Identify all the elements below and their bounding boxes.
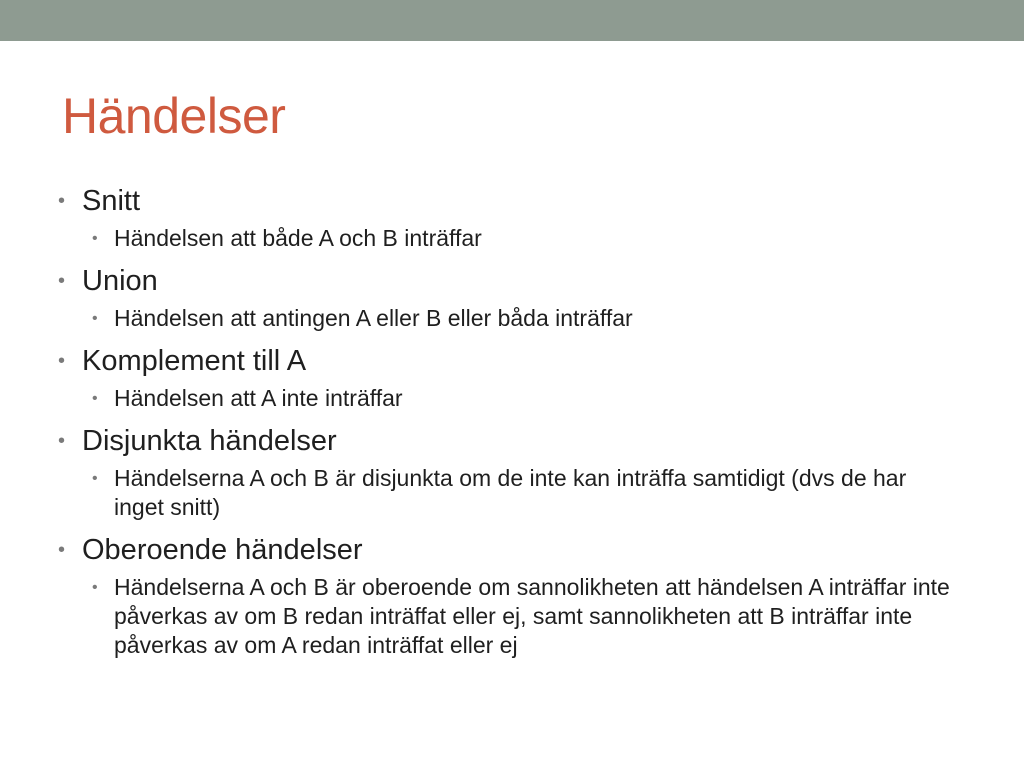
bullet-heading-text: Komplement till A [82,345,307,377]
list-item [58,344,958,413]
bullet-dot-icon: • [92,310,98,327]
bullet-detail-text: Händelserna A och B är oberoende om sannolikheten att händelsen A inträffar inte påverkas av om B redan inträffat eller ej, samt sannolikheten att B inträffar inte påverkas av om A redan inträffat eller ej [114,574,950,658]
bullet-detail [58,224,958,253]
bullet-detail-text: Händelsen att A inte inträffar [114,385,403,411]
bullet-dot-icon: • [58,430,66,452]
bullet-heading [58,533,958,567]
list-item [58,184,958,253]
bullet-dot-icon: • [58,190,66,212]
bullet-detail [58,384,958,413]
bullet-detail [58,304,958,333]
bullet-detail [58,573,958,660]
slide-title: Händelser [62,88,286,144]
bullet-dot-icon: • [58,270,66,292]
bullet-detail-text: Händelsen att antingen A eller B eller båda inträffar [114,305,633,331]
bullet-heading [58,184,958,218]
bullet-heading [58,264,958,298]
bullet-dot-icon: • [92,579,98,596]
bullet-heading [58,424,958,458]
list-item [58,264,958,333]
bullet-dot-icon: • [92,390,98,407]
list-item [58,424,958,522]
bullet-heading-text: Snitt [82,185,141,217]
bullet-detail-text: Händelserna A och B är disjunkta om de inte kan inträffa samtidigt (dvs de har inget snitt) [114,465,907,520]
bullet-heading-text: Oberoende händelser [82,534,363,566]
list-item [58,533,958,660]
top-accent-bar [0,0,1024,41]
bullet-dot-icon: • [92,470,98,487]
bullet-heading-text: Disjunkta händelser [82,425,337,457]
bullet-list [58,184,958,660]
bullet-dot-icon: • [92,230,98,247]
bullet-heading [58,344,958,378]
bullet-dot-icon: • [58,539,66,561]
bullet-detail [58,464,958,522]
bullet-detail-text: Händelsen att både A och B inträffar [114,225,482,251]
bullet-dot-icon: • [58,350,66,372]
bullet-heading-text: Union [82,265,158,297]
